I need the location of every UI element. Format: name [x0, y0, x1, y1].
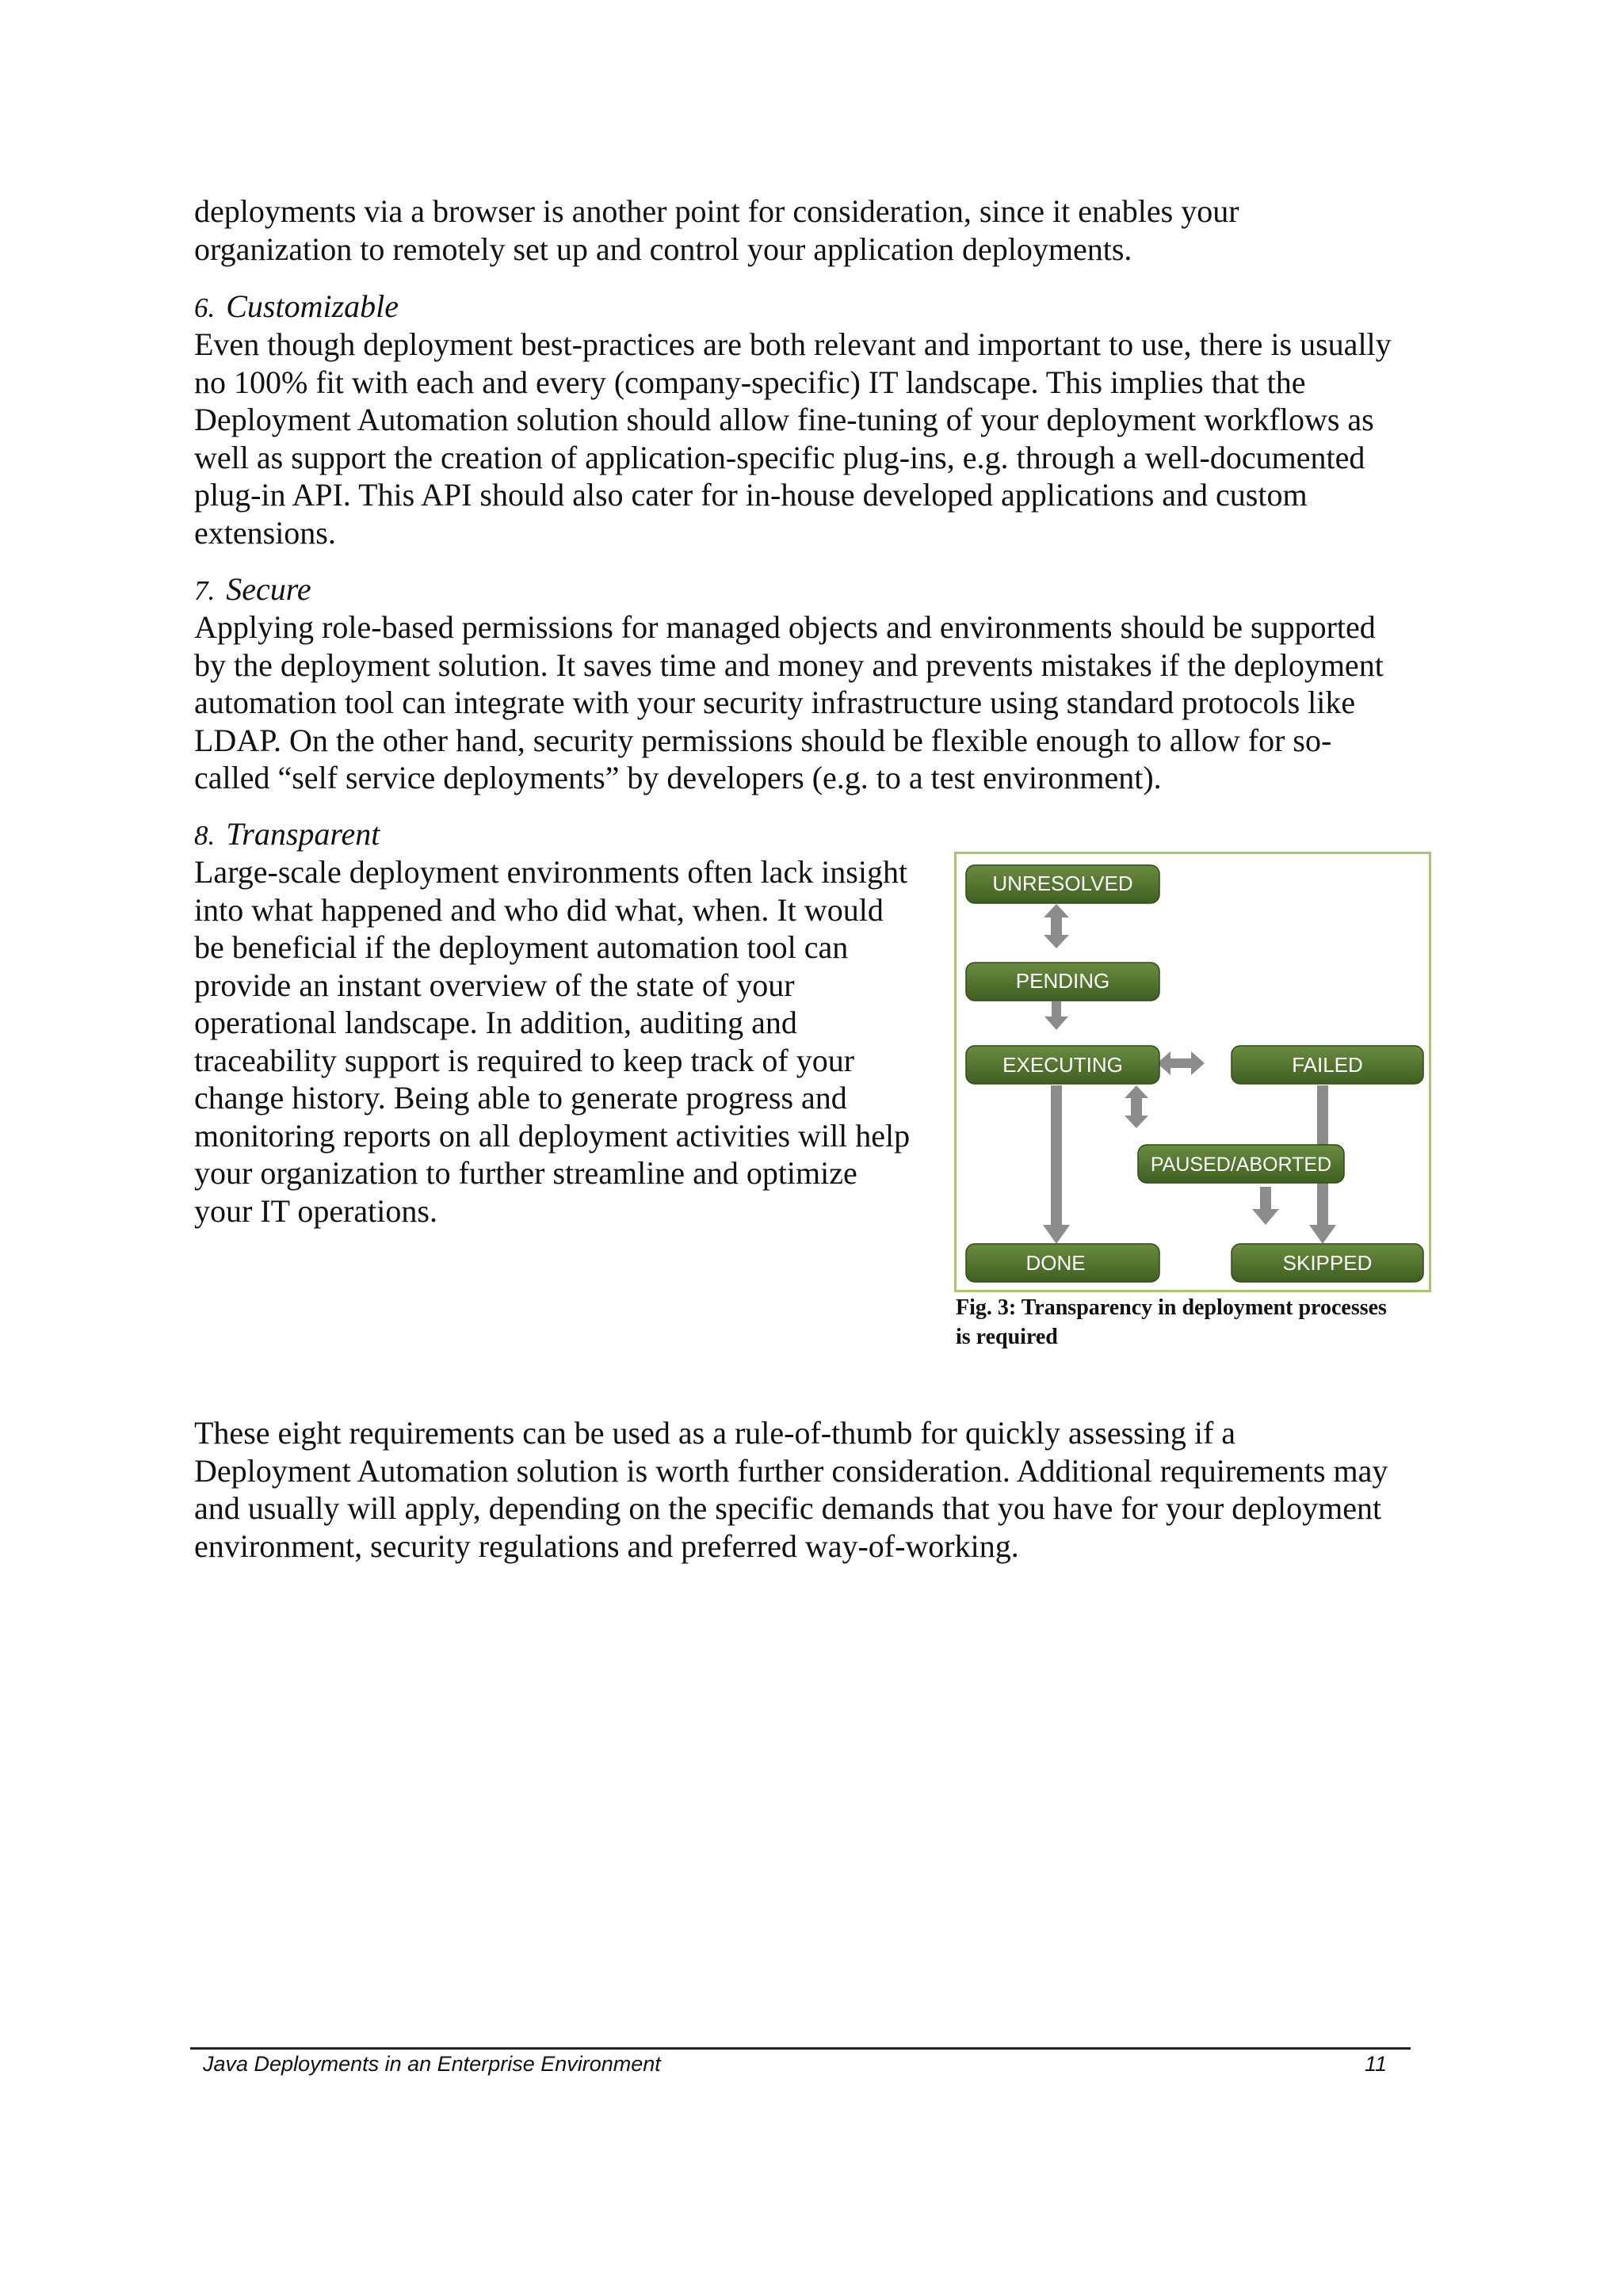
arrow-executing-done: [1043, 1085, 1070, 1244]
arrow-executing-paused: [1125, 1085, 1148, 1128]
section-number: 6.: [194, 292, 216, 323]
state-label: UNRESOLVED: [992, 871, 1133, 895]
text-line: Applying role-based permissions for managed objects and environments should be supported: [194, 609, 1376, 645]
section-title: Secure: [226, 571, 311, 607]
text-line: traceability support is required to keep track of your: [194, 1042, 855, 1078]
text-line: automation tool can integrate with your security infrastructure using standard protocols like: [194, 685, 1356, 720]
state-skipped: [1232, 1244, 1423, 1282]
arrow-pending-executing: [1044, 1001, 1068, 1030]
section-body-transparent: [194, 853, 955, 1230]
footer-page-number: 11: [1365, 2052, 1388, 2076]
text-line: Deployment Automation solution should allow fine-tuning of your deployment workflows as: [194, 402, 1374, 437]
text-line: well as support the creation of application-specific plug-ins, e.g. through a well-documented: [194, 439, 1365, 475]
state-unresolved: [966, 865, 1159, 903]
text-line: environment, security regulations and preferred way-of-working.: [194, 1527, 1019, 1564]
text-line: no 100% fit with each and every (company-specific) IT landscape. This implies that the: [194, 364, 1306, 400]
footer-document-title: Java Deployments in an Enterprise Environment: [203, 2052, 661, 2076]
text-line: Even though deployment best-practices are both relevant and important to use, there is usually: [194, 326, 1392, 362]
caption-line: Fig. 3: Transparency in deployment processes: [956, 1295, 1387, 1320]
state-label: PAUSED/ABORTED: [1150, 1154, 1332, 1176]
section-title: Customizable: [226, 288, 399, 324]
state-diagram-svg: [957, 854, 1429, 1290]
deployment-state-diagram: [954, 852, 1431, 1292]
section-body-secure: [194, 608, 1446, 797]
text-line: monitoring reports on all deployment activities will help: [194, 1117, 911, 1154]
text-line: your organization to further streamline and optimize: [194, 1155, 857, 1191]
state-label: FAILED: [1292, 1053, 1363, 1077]
figure-caption: [956, 1293, 1447, 1352]
text-line: Deployment Automation solution is worth further consideration. Additional requirements may: [194, 1452, 1388, 1489]
text-line: change history. Being able to generate progress and: [194, 1080, 847, 1116]
section-heading-secure: [194, 570, 311, 610]
text-line: operational landscape. In addition, auditing and: [194, 1005, 797, 1040]
section-body-customizable: [194, 326, 1446, 551]
text-line: Large-scale deployment environments often lack insight: [194, 854, 908, 890]
arrow-unresolved-pending: [1044, 904, 1069, 948]
state-executing: [966, 1046, 1159, 1084]
state-pending: [966, 963, 1159, 1001]
section-title: Transparent: [226, 816, 380, 852]
state-label: DONE: [1025, 1251, 1086, 1275]
footer-divider: [190, 2047, 1411, 2050]
text-line: LDAP. On the other hand, security permissions should be flexible enough to allow for so-: [194, 722, 1332, 758]
text-line: provide an instant overview of the state of your: [194, 967, 795, 1003]
text-line: be beneficial if the deployment automation tool can: [194, 929, 849, 965]
state-label: SKIPPED: [1282, 1251, 1373, 1275]
text-line: into what happened and who did what, when. It would: [194, 891, 884, 928]
intro-paragraph: [194, 193, 1446, 268]
state-label: PENDING: [1015, 969, 1110, 993]
caption-line: is required: [956, 1325, 1058, 1349]
text-line: These eight requirements can be used as a rule-of-thumb for quickly assessing if a: [194, 1415, 1236, 1451]
section-number: 7.: [194, 575, 216, 606]
state-paused-aborted: [1138, 1145, 1344, 1183]
text-line: by the deployment solution. It saves time and money and prevents mistakes if the deployment: [194, 646, 1384, 683]
section-number: 8.: [194, 820, 216, 851]
text-line: extensions.: [194, 514, 336, 551]
arrow-executing-failed: [1157, 1051, 1205, 1075]
text-line: and usually will apply, depending on the specific demands that you have for your deployment: [194, 1490, 1382, 1526]
text-line: plug-in API. This API should also cater for in-house developed applications and custom: [194, 477, 1308, 513]
text-line: organization to remotely set up and control your application deployments.: [194, 231, 1132, 267]
state-done: [966, 1244, 1159, 1282]
state-label: EXECUTING: [1002, 1053, 1123, 1077]
section-heading-customizable: [194, 288, 399, 327]
conclusion-paragraph: [194, 1414, 1446, 1565]
state-failed: [1232, 1046, 1423, 1084]
arrow-paused-skipped: [1252, 1187, 1279, 1225]
section-heading-transparent: [194, 815, 380, 855]
text-line: deployments via a browser is another point for consideration, since it enables your: [194, 193, 1239, 229]
text-line: called “self service deployments” by developers (e.g. to a test environment).: [194, 760, 1162, 795]
text-line: your IT operations.: [194, 1192, 437, 1229]
